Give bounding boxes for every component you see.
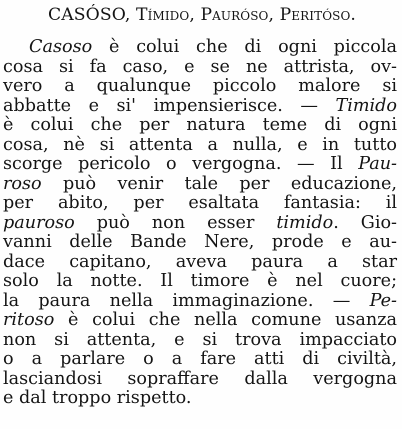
- heading-word-timido: Tímido,: [136, 5, 195, 25]
- text-line: [3, 272, 397, 292]
- entry-body: [3, 38, 397, 409]
- text-segment: abbatte e si' impensierisce. —: [3, 95, 336, 116]
- text-segment: o a parlare o a fare atti di civiltà,: [3, 349, 397, 369]
- italic-term: Timido: [335, 95, 397, 116]
- text-segment: è colui che nella comune usanza: [54, 310, 397, 330]
- italic-term: roso: [3, 173, 42, 194]
- text-line: [3, 175, 397, 195]
- text-segment: dace capitano, aveva paura a star: [3, 251, 397, 272]
- italic-term: pauroso: [3, 212, 75, 233]
- text-segment: cosa, nè si attenta a nulla, e in tutto: [3, 134, 397, 155]
- text-line: [3, 350, 397, 370]
- text-line: [3, 194, 397, 214]
- italic-term: timido: [276, 212, 334, 233]
- text-line: [3, 214, 397, 234]
- text-segment: e dal troppo rispetto.: [3, 388, 192, 408]
- text-segment: vero a qualunque piccolo malore si: [3, 76, 397, 96]
- text-segment: per abito, per esaltata fantasia: il: [3, 193, 397, 213]
- text-line: [3, 311, 397, 331]
- text-line: [3, 116, 397, 136]
- heading-word-peritoso: Peritóso.: [279, 5, 356, 25]
- text-line: [3, 136, 397, 156]
- text-line: [3, 77, 397, 97]
- text-segment: può venir tale per educazione,: [41, 173, 397, 194]
- text-line: [3, 155, 397, 175]
- text-line: [3, 233, 397, 253]
- text-line: [3, 58, 397, 78]
- text-line: [3, 389, 397, 409]
- text-line: [3, 370, 397, 390]
- text-segment: può non esser: [74, 212, 277, 233]
- text-line: [3, 292, 397, 312]
- text-segment: . Gio-: [333, 212, 398, 233]
- text-line: [3, 331, 397, 351]
- italic-term: ritoso: [3, 310, 55, 330]
- text-segment: solo la notte. Il timore è nel cuore;: [3, 271, 397, 291]
- heading-word-pauroso: Pauróso,: [200, 5, 275, 25]
- text-segment: vanni delle Bande Nere, prode e au-: [3, 232, 397, 252]
- entry-heading: [6, 4, 398, 26]
- italic-term: Pau-: [358, 154, 397, 174]
- text-segment: lasciandosi sopraffare dalla vergogna: [3, 368, 397, 389]
- text-segment: la paura nella immaginazione. —: [3, 290, 370, 311]
- text-segment: scorge pericolo o vergogna. — Il: [3, 154, 359, 174]
- text-segment: cosa si fa caso, e se ne attrista, ov-: [3, 56, 397, 77]
- text-segment: non si attenta, e si trova impacciato: [3, 329, 397, 350]
- text-segment: è colui che per natura teme di ogni: [3, 115, 397, 135]
- italic-term: Pe-: [369, 290, 397, 311]
- italic-term: Casoso: [29, 37, 93, 57]
- text-line: [3, 253, 397, 273]
- text-segment: è colui che di ogni piccola: [92, 37, 397, 57]
- text-line: [3, 97, 397, 117]
- text-line: [3, 38, 397, 58]
- heading-word-casoso: CASÓSO,: [48, 5, 131, 25]
